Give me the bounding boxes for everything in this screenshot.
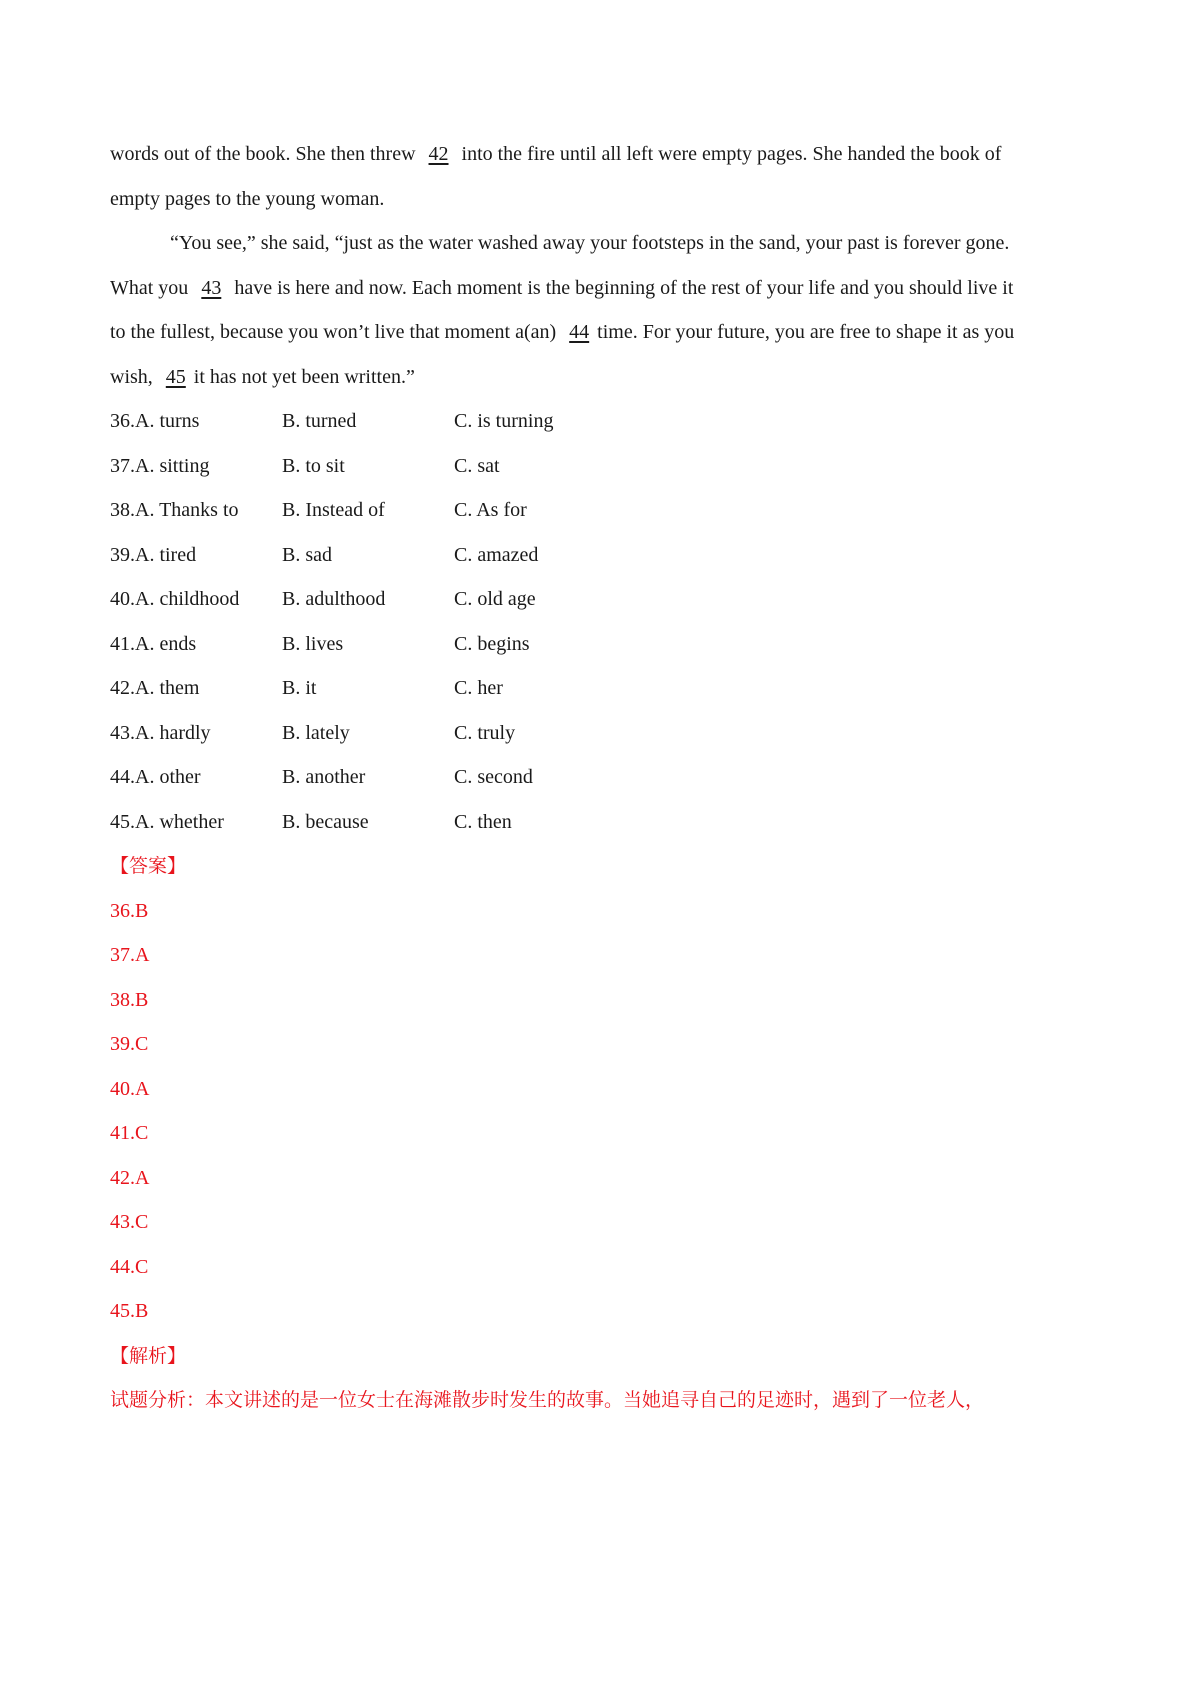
answer-item: 41.C bbox=[110, 1122, 149, 1144]
option-c: C. begins bbox=[454, 633, 530, 655]
option-b: B. because bbox=[282, 811, 369, 833]
answer-item: 45.B bbox=[110, 1300, 149, 1322]
option-b: B. lives bbox=[282, 633, 344, 655]
answer-item: 42.A bbox=[110, 1167, 150, 1189]
option-c: C. amazed bbox=[454, 544, 539, 566]
passage-line-2: empty pages to the young woman. bbox=[110, 188, 385, 210]
option-b: B. lately bbox=[282, 722, 350, 744]
option-c: C. her bbox=[454, 677, 503, 699]
answer-item: 37.A bbox=[110, 944, 150, 966]
option-b: B. turned bbox=[282, 410, 357, 432]
option-a: 37.A. sitting bbox=[110, 455, 210, 477]
option-a: 44.A. other bbox=[110, 766, 201, 788]
option-c: C. truly bbox=[454, 722, 516, 744]
option-b: B. it bbox=[282, 677, 317, 699]
blank-42: 42 bbox=[428, 143, 449, 165]
analysis-text: 试题分析：本文讲述的是一位女士在海滩散步时发生的故事。当她追寻自己的足迹时，遇到了一位老人， bbox=[110, 1389, 985, 1411]
option-b: B. sad bbox=[282, 544, 332, 566]
option-a: 40.A. childhood bbox=[110, 588, 240, 610]
passage-line-6: wish, 45 it has not yet been written.” bbox=[110, 366, 415, 388]
option-c: C. then bbox=[454, 811, 512, 833]
option-a: 39.A. tired bbox=[110, 544, 197, 566]
option-b: B. Instead of bbox=[282, 499, 385, 521]
answer-item: 44.C bbox=[110, 1256, 149, 1278]
option-a: 45.A. whether bbox=[110, 811, 224, 833]
passage-line-5: to the fullest, because you won’t live that moment a(an) 44 time. For your future, you are free to shape it as you bbox=[110, 321, 1015, 343]
answer-item: 43.C bbox=[110, 1211, 149, 1233]
passage-line-1: words out of the book. She then threw 42 into the fire until all left were empty pages. She handed the book of bbox=[110, 143, 1002, 165]
answer-item: 36.B bbox=[110, 900, 149, 922]
answer-item: 40.A bbox=[110, 1078, 150, 1100]
answer-heading: 【答案】 bbox=[110, 855, 187, 877]
option-c: C. is turning bbox=[454, 410, 554, 432]
option-c: C. old age bbox=[454, 588, 536, 610]
option-a: 36.A. turns bbox=[110, 410, 200, 432]
answer-item: 39.C bbox=[110, 1033, 149, 1055]
option-b: B. another bbox=[282, 766, 366, 788]
answer-item: 38.B bbox=[110, 989, 149, 1011]
option-a: 38.A. Thanks to bbox=[110, 499, 239, 521]
passage-line-4: What you 43 have is here and now. Each moment is the beginning of the rest of your life and you should live it bbox=[110, 277, 1014, 299]
option-c: C. As for bbox=[454, 499, 527, 521]
blank-43: 43 bbox=[201, 277, 222, 299]
option-a: 42.A. them bbox=[110, 677, 200, 699]
option-b: B. adulthood bbox=[282, 588, 386, 610]
option-c: C. sat bbox=[454, 455, 500, 477]
blank-44: 44 bbox=[569, 321, 590, 343]
option-c: C. second bbox=[454, 766, 533, 788]
blank-45: 45 bbox=[165, 366, 186, 388]
option-a: 41.A. ends bbox=[110, 633, 197, 655]
option-a: 43.A. hardly bbox=[110, 722, 211, 744]
analysis-heading: 【解析】 bbox=[110, 1345, 187, 1367]
option-b: B. to sit bbox=[282, 455, 345, 477]
passage-line-3: “You see,” she said, “just as the water washed away your footsteps in the sand, your past is forever gone. bbox=[170, 232, 1010, 254]
